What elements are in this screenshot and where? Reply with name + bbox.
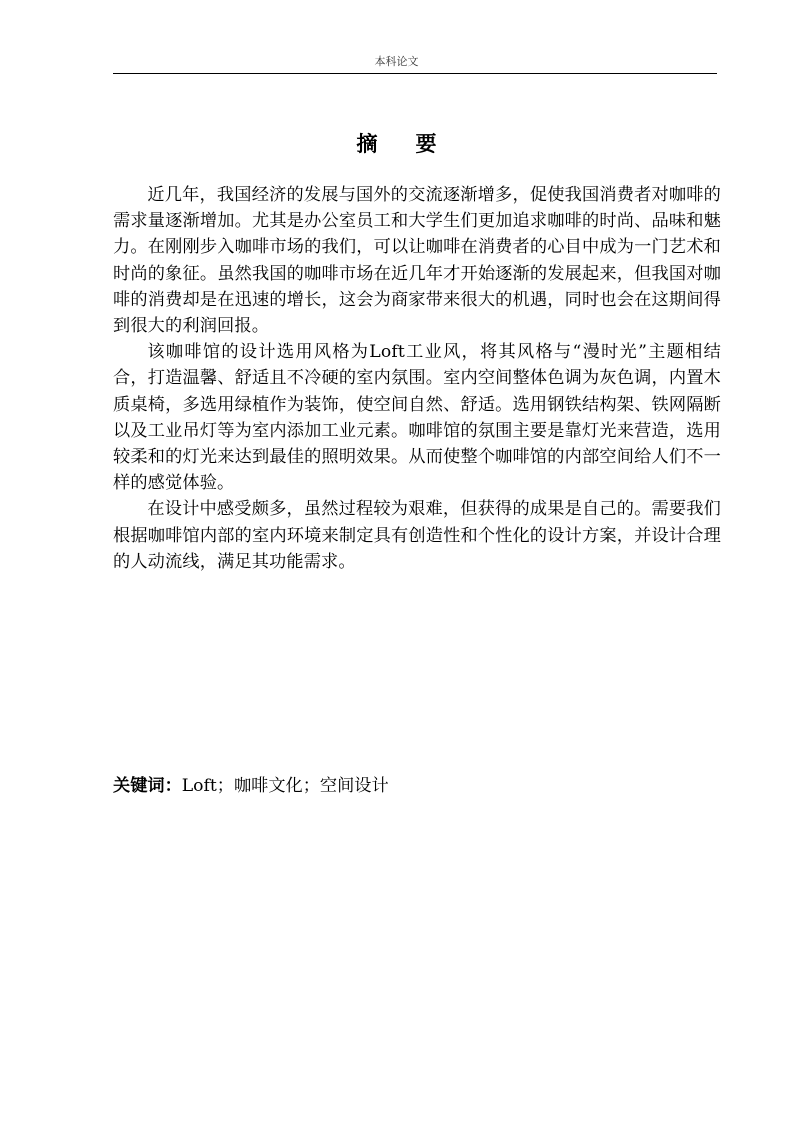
page-header: 本科论文	[374, 55, 419, 68]
abstract-body	[113, 182, 721, 575]
abstract-paragraph-1: 近几年，我国经济的发展与国外的交流逐渐增多，促使我国消费者对咖啡的需求量逐渐增加。尤其是办公室员工和大学生们更加追求咖啡的时尚、品味和魅力。在刚刚步入咖啡市场的我们，可以让咖啡在消费者的心目中成为一门艺术和时尚的象征。虽然我国的咖啡市场在近几年才开始逐渐的发展起来，但我国对咖啡的消费却是在迅速的增长，这会为商家带来很大的机遇，同时也会在这期间得到很大的利润回报。	[113, 185, 721, 337]
abstract-paragraph-2: 该咖啡馆的设计选用风格为Loft工业风，将其风格与“漫时光”主题相结合，打造温馨、舒适且不冷硬的室内氛围。室内空间整体色调为灰色调，内置木质桌椅，多选用绿植作为装饰，使空间自然、舒适。选用钢铁结构架、铁网隔断以及工业吊灯等为室内添加工业元素。咖啡馆的氛围主要是靠灯光来营造，选用较柔和的灯光来达到最佳的照明效果。从而使整个咖啡馆的内部空间给人们不一样的感觉体验。	[113, 342, 721, 494]
keywords-label: 关键词：	[113, 776, 182, 796]
abstract-paragraph-3: 在设计中感受颇多，虽然过程较为艰难，但获得的成果是自己的。需要我们根据咖啡馆内部的室内环境来制定具有创造性和个性化的设计方案，并设计合理的人动流线，满足其功能需求。	[113, 499, 721, 572]
header-divider	[113, 73, 717, 74]
keywords-value: Loft；咖啡文化；空间设计	[181, 776, 389, 796]
keywords-line	[113, 773, 389, 799]
abstract-title: 摘要	[356, 131, 475, 156]
